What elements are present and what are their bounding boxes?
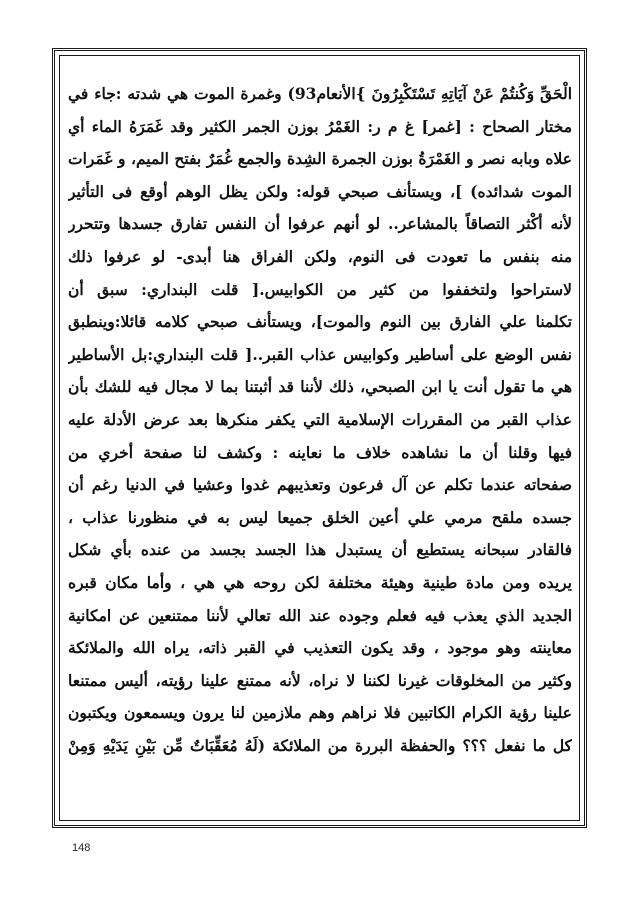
text-line: الموت شدائده) ]، ويستأنف صبحي قوله: ولكن يظل الوهم أوقع فى التأثير — [68, 181, 572, 201]
text-line: صفحاته عندما تكلم عن آل فرعون وتعذيبهم غدوا وعشيا في الدنيا رغم أن — [68, 475, 572, 495]
text-line: الْحَقِّ وَكُنتُمْ عَنْ آيَاتِهِ تَسْتَكْبِرُونَ }الأنعام93) وغمرة الموت هي شدته :جاء في — [68, 84, 572, 103]
body-text — [68, 78, 572, 762]
text-line: جسده ملقح مرمي علي أعين الخلق جميعا ليس به في منظورنا عذاب ، — [68, 507, 572, 527]
text-line: تكلمنا علي الفارق بين النوم والموت]، ويستأنف صبحي كلامه قائلا:وينطبق — [68, 312, 572, 332]
text-line: فالقادر سبحانه يستطيع أن يستبدل هذا الجسد بجسد من عنده بأي شكل — [68, 540, 572, 560]
text-line: هي ما تقول أنت يا ابن الصبحي، ذلك لأننا قد أثبتنا بما لا مجال فيه للشك بأن — [68, 377, 572, 397]
text-line: منه بنفس ما تعودت فى النوم، ولكن الفراق هنا أبدى- لو عرفوا ذلك — [68, 246, 572, 266]
text-line: وكثير من المخلوقات غيرنا لكننا لا نراه، لأنه ممتنع علينا رؤيته، أليس ممتنعا — [68, 670, 572, 690]
text-line: مختار الصحاح : [غمر] غ م ر: الغَمْرُ بوزن الجمر الكثير وقد غَمَرَهُ الماء أي — [68, 116, 572, 136]
text-line: كل ما نفعل ؟؟؟ والحفظة البررة من الملائكة (لَهُ مُعَقِّبَاتٌ مِّن بَيْنِ يَدَيْهِ وَمِنْ — [68, 735, 572, 755]
text-line: الجديد الذي يعذب فيه فعلم وجوده عند الله تعالي لأننا ممتنعين عن امكانية — [68, 605, 572, 625]
text-line: يريده ومن مادة طينية وهيئة مختلفة لكن روحه هي هي ، وأما مكان قبره — [68, 572, 572, 592]
text-line: فيها وقلنا أن ما نشاهده خلاف ما نعاينه : وكشف لنا صفحة أخري من — [68, 442, 572, 462]
text-line: لأنه أكْثر التصاقاً بالمشاعر.. لو أنهم عرفوا أن النفس تفارق جسدها وتتحرر — [68, 214, 572, 234]
text-line: علاه وبابه نصر و الغَمْرَةُ بوزن الجمرة الشِدة والجمع غُمَرٌ بفتح الميم، و غَمَرات — [68, 149, 572, 169]
page-number: 148 — [72, 842, 91, 854]
text-line: نفس الوضع على أساطير وكوابيس عذاب القبر..[ قلت البنداري:بل الأساطير — [68, 344, 572, 364]
text-line: عذاب القبر من المقررات الإسلامية التي يكفر منكرها بعد عرض الأدلة عليه — [68, 409, 572, 429]
text-line: لاستراحوا ولتخففوا من كثير من الكوابيس.[ قلت البنداري: سبق أن — [68, 279, 572, 299]
text-line: علينا رؤية الكرام الكاتبين فلا نراهم وهم ملازمين لنا يرون ويسمعون ويكتبون — [68, 703, 572, 723]
text-line: معاينته وهو موجود ، وقد يكون التعذيب في القبر ذاته، يراه الله والملائكة — [68, 638, 572, 658]
